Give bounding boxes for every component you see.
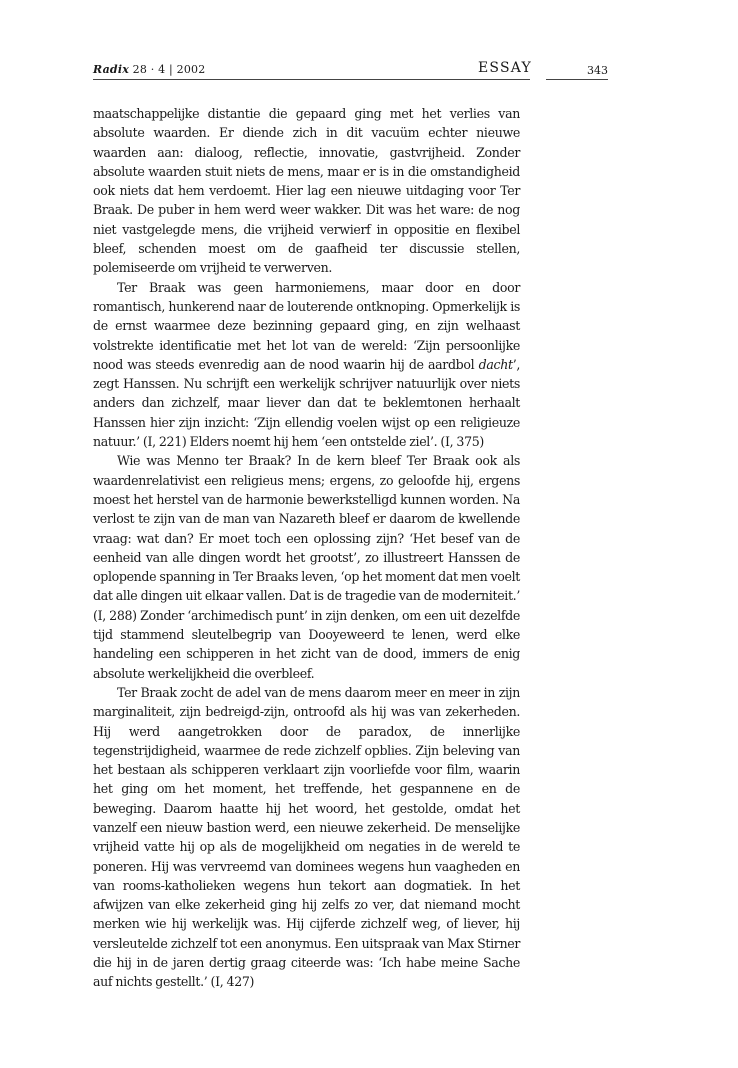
header-rule-right — [546, 79, 608, 80]
paragraph-2 — [93, 278, 520, 452]
paragraph-4: Ter Braak zocht de adel van de mens daarom meer en meer in zijn marginaliteit, zijn bedreigd-zijn, ontroofd als hij was van zekerheden. Hij werd aangetrokken door de paradox, de innerlijke tegenstrijdigheid, waarmee de rede zichzelf opblies. Zijn beleving van het bestaan als schipperen verklaart zijn voorliefde voor film, waarin het ging om het moment, het treffende, het gespannene en de beweging. Daarom haatte hij het woord, het gestolde, omdat het vanzelf een nieuw bastion werd, een nieuwe zekerheid. De menselijke vrijheid vatte hij op als de mogelijkheid om negaties in de wereld te poneren. Hij was vervreemd van dominees wegens hun vaagheden en van rooms-katholieken wegens hun tekort aan dogmatiek. In het afwijzen van elke zekerheid ging hij zelfs zo ver, dat niemand mocht merken wie hij werkelijk was. Hij cijferde zichzelf weg, of liever, hij versleutelde zichzelf tot een anonymus. Een uitspraak van Max Stirner die hij in de jaren dertig graag citeerde was: ‘Ich habe meine Sache auf nichts gestellt.’ (I, 427) — [93, 684, 520, 990]
header-rule-left — [93, 79, 530, 80]
running-header — [93, 57, 608, 81]
journal-issue: 28 · 4 | 2002 — [132, 63, 206, 76]
page-number: 343 — [587, 64, 608, 77]
paragraph-3: Wie was Menno ter Braak? In de kern bleef Ter Braak ook als waardenrelativist een religieus mens; ergens, zo geloofde hij, ergens moest het herstel van de harmonie bewerkstelligd kunnen worden. Na verlost te zijn van de man van Nazareth bleef er daarom de kwellende vraag: wat dan? Er moet toch een oplossing zijn? ‘Het besef van de eenheid van alle dingen wordt het grootst’, zo illustreert Hanssen de oplopende spanning in Ter Braaks leven, ‘op het moment dat men voelt dat alle dingen uit elkaar vallen. Dat is de tragedie van de moderniteit.’ (I, 288) Zonder ‘archimedisch punt’ in zijn denken, om een uit dezelfde tijd stammend sleutelbegrip van Dooyeweerd te lenen, werd elke handeling een schipperen in het zicht van de dood, immers de enig absolute werkelijkheid die overbleef. — [93, 453, 520, 681]
paragraph-1: maatschappelijke distantie die gepaard ging met het verlies van absolute waarden. Er diende zich in dit vacuüm echter nieuwe waarden aan: dialoog, reflectie, innovatie, gastvrijheid. Zonder absolute waarden stuit niets de mens, maar er is in die omstandigheid ook niets dat hem verdoemt. Hier lag een nieuwe uitdaging voor Ter Braak. De puber in hem werd weer wakker. Dit was het ware: de nog niet vastgelegde mens, die vrijheid verwierf in oppositie en flexibel bleef, schenden moest om de gaafheid ter discussie stellen, polemiseerde om vrijheid te verwerven. — [93, 106, 520, 276]
section-label: ESSAY — [478, 60, 532, 76]
paragraph-2-text-before: Ter Braak was geen harmoniemens, maar door en door romantisch, hunkerend naar de louterende ontknoping. Opmerkelijk is de ernst waarmee deze bezinning gepaard ging, en zijn welhaast volstrekte identificatie met het lot van de wereld: ‘Zijn persoonlijke nood was steeds evenredig aan de nood waarin hij de aardbol — [93, 279, 520, 372]
article-body — [93, 104, 520, 992]
journal-name: Radix — [93, 63, 129, 76]
paragraph-2-emphasis: dacht — [478, 356, 513, 372]
journal-citation — [93, 63, 205, 76]
paragraph-2-text-after: ’, zegt Hanssen. Nu schrijft een werkelijk schrijver natuurlijk over niets anders dan zichzelf, maar liever dan dat te beklemtonen herhaalt Hanssen hier zijn inzicht: ‘Zijn ellendig voelen wijst op een religieuze natuur.’ (I, 221) Elders noemt hij hem ‘een ontstelde ziel’. (I, 375) — [93, 356, 520, 450]
